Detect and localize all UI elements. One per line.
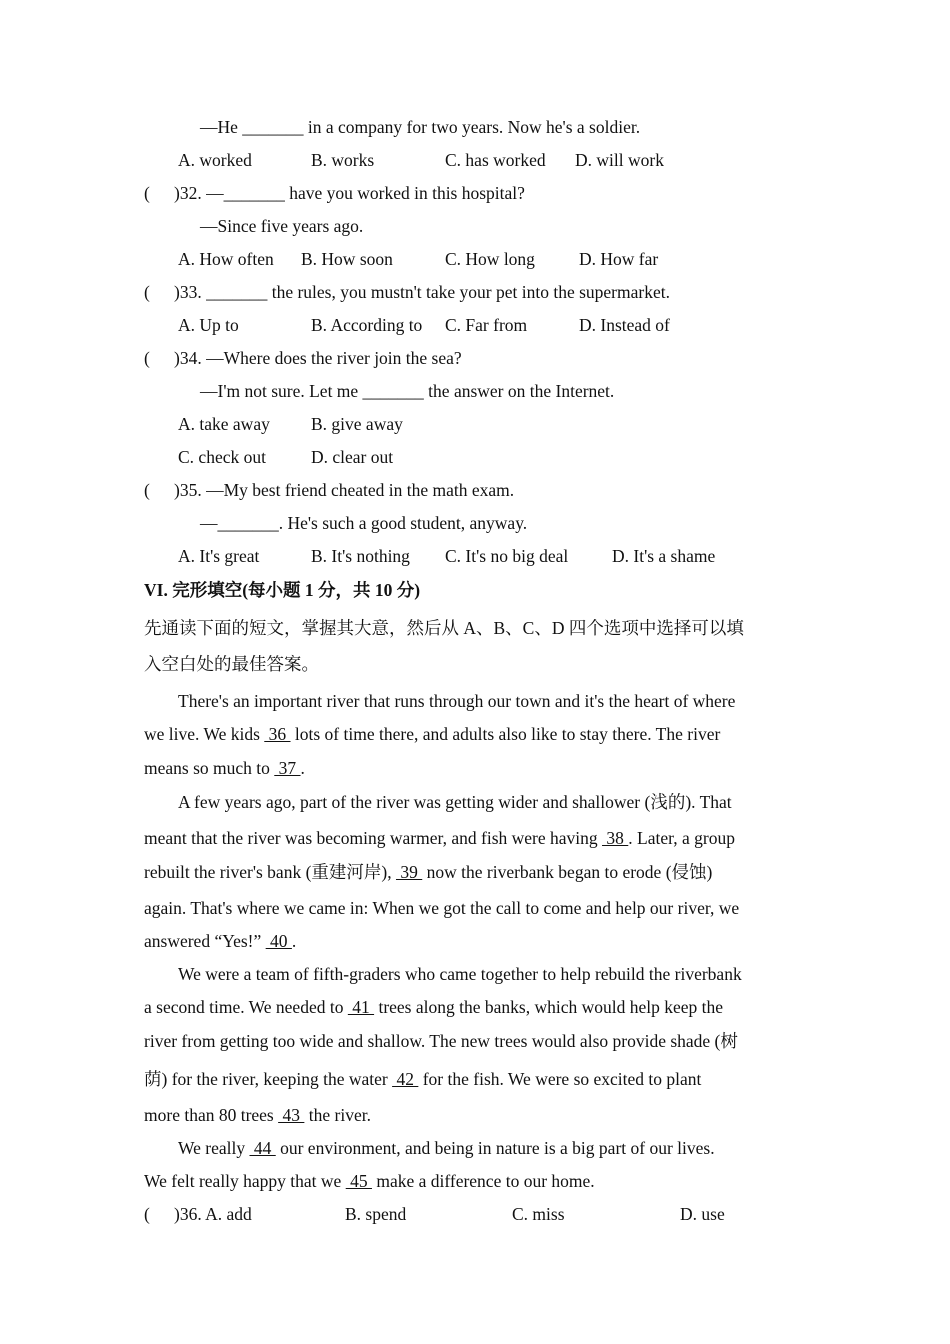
blank-45: 45 <box>345 1171 372 1191</box>
q33-option-b: B. According to <box>311 315 423 335</box>
q35-option-c: C. It's no big deal <box>445 546 569 566</box>
passage-text: means so much to <box>144 758 275 778</box>
q32-option-c: C. How long <box>445 249 535 269</box>
blank-44: 44 <box>249 1138 276 1158</box>
passage-text: 荫) for the river, keeping the water <box>144 1069 393 1089</box>
q33-option-a: A. Up to <box>178 315 239 335</box>
q36-option-d: D. use <box>680 1204 725 1224</box>
q34-paren: ( <box>144 348 150 368</box>
blank-41: 41 <box>347 997 375 1017</box>
passage-p3-line4 <box>144 1068 701 1090</box>
blank-42: 42 <box>392 1069 419 1089</box>
q34-option-c: C. check out <box>178 447 266 467</box>
passage-text: . <box>300 758 305 778</box>
blank-37: 37 <box>274 758 301 778</box>
q31-option-a: A. worked <box>178 150 252 170</box>
q36-option-b: B. spend <box>345 1204 407 1224</box>
passage-p4-line2 <box>144 1170 595 1192</box>
q34-option-a: A. take away <box>178 414 270 434</box>
blank-43: 43 <box>278 1105 305 1125</box>
section-instructions-line2: 入空白处的最佳答案。 <box>144 654 319 674</box>
q32-option-d: D. How far <box>579 249 659 269</box>
q35-dialogue-b: —_______. He's such a good student, anyway. <box>200 513 528 533</box>
q32-stem: )32. —_______ have you worked in this hospital? <box>174 183 525 203</box>
passage-text: make a difference to our home. <box>371 1171 595 1191</box>
passage-text: rebuilt the river's bank (重建河岸), <box>144 862 396 882</box>
passage-p2-line5 <box>144 930 296 952</box>
q33-option-c: C. Far from <box>445 315 528 335</box>
passage-text: our environment, and being in nature is a big part of our lives. <box>275 1138 715 1158</box>
section-instructions-line1: 先通读下面的短文，掌握其大意，然后从 A、B、C、D 四个选项中选择可以填 <box>144 618 744 638</box>
passage-text: lots of time there, and adults also like to stay there. The river <box>290 724 721 744</box>
q35-option-d: D. It's a shame <box>612 546 716 566</box>
passage-text: . Later, a group <box>628 828 735 848</box>
passage-text: the river. <box>304 1105 371 1125</box>
passage-p3-line3: river from getting too wide and shallow. The new trees would also provide shade (树 <box>144 1031 738 1051</box>
q36-option-c: C. miss <box>512 1204 565 1224</box>
passage-p2-line3 <box>144 861 712 883</box>
passage-p1-line3 <box>144 757 305 779</box>
q35-stem: )35. —My best friend cheated in the math exam. <box>174 480 515 500</box>
q36-stem: )36. A. add <box>174 1204 252 1224</box>
q33-paren: ( <box>144 282 150 302</box>
blank-38: 38 <box>602 828 629 848</box>
passage-text: We felt really happy that we <box>144 1171 346 1191</box>
passage-text: we live. We kids <box>144 724 265 744</box>
q31-option-d: D. will work <box>575 150 664 170</box>
passage-text: more than 80 trees <box>144 1105 279 1125</box>
passage-text: a second time. We needed to <box>144 997 348 1017</box>
q35-option-a: A. It's great <box>178 546 260 566</box>
blank-36: 36 <box>264 724 291 744</box>
q35-option-b: B. It's nothing <box>311 546 410 566</box>
blank-40: 40 <box>265 931 292 951</box>
q34-option-d: D. clear out <box>311 447 394 467</box>
passage-text: . <box>291 931 297 951</box>
passage-p3-line1: We were a team of fifth-graders who came together to help rebuild the riverbank <box>178 964 742 984</box>
passage-text: now the riverbank began to erode (侵蚀) <box>422 862 713 882</box>
passage-p4-line1 <box>178 1137 715 1159</box>
passage-text: We really <box>178 1138 250 1158</box>
q31-option-c: C. has worked <box>445 150 546 170</box>
passage-p1-line1: There's an important river that runs through our town and it's the heart of where <box>178 691 736 711</box>
passage-text: answered “Yes!” <box>144 931 266 951</box>
q31-option-b: B. works <box>311 150 375 170</box>
q31-dialogue-b: —He _______ in a company for two years. Now he's a soldier. <box>200 117 641 137</box>
q36-paren: ( <box>144 1204 150 1224</box>
passage-text: trees along the banks, which would help keep the <box>374 997 724 1017</box>
passage-p2-line1: A few years ago, part of the river was getting wider and shallower (浅的). That <box>178 792 732 812</box>
passage-p3-line5 <box>144 1104 371 1126</box>
blank-39: 39 <box>395 862 423 882</box>
q33-option-d: D. Instead of <box>579 315 670 335</box>
passage-p3-line2 <box>144 996 723 1018</box>
q34-dialogue-b: —I'm not sure. Let me _______ the answer on the Internet. <box>200 381 615 401</box>
q35-paren: ( <box>144 480 150 500</box>
q34-stem: )34. —Where does the river join the sea? <box>174 348 462 368</box>
passage-p2-line2 <box>144 827 735 849</box>
passage-p2-line4: again. That's where we came in: When we got the call to come and help our river, we <box>144 898 740 918</box>
passage-p1-line2 <box>144 723 720 745</box>
passage-text: for the fish. We were so excited to plant <box>418 1069 702 1089</box>
section-heading: VI. 完形填空(每小题 1 分，共 10 分) <box>144 580 421 600</box>
q32-paren: ( <box>144 183 150 203</box>
q32-option-a: A. How often <box>178 249 274 269</box>
q32-option-b: B. How soon <box>301 249 393 269</box>
q32-dialogue-b: —Since five years ago. <box>200 216 364 236</box>
q33-stem: )33. _______ the rules, you mustn't take your pet into the supermarket. <box>174 282 670 302</box>
passage-text: meant that the river was becoming warmer, and fish were having <box>144 828 603 848</box>
q34-option-b: B. give away <box>311 414 403 434</box>
